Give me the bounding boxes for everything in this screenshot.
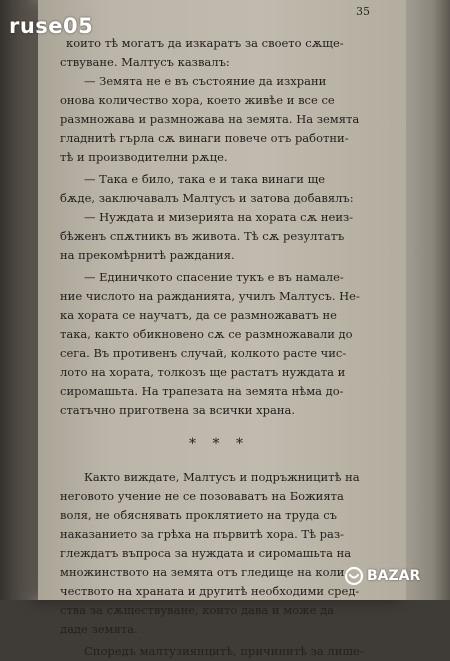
text-line: тѣ и производителни рѫце. bbox=[60, 150, 228, 164]
text-line: — Земята не е въ състояние да изхрани bbox=[84, 74, 327, 88]
text-line: сиромашьта. На трапезата на земята нѣма до- bbox=[60, 384, 344, 398]
text-line: ствуване. Малтусъ казвалъ: bbox=[60, 55, 230, 69]
page-number: 35 bbox=[356, 5, 370, 18]
text-line: бѣженъ спѫтникъ въ живота. Тѣ сѫ резултатъ bbox=[60, 229, 345, 243]
text-line: наказанието за грѣха на първитѣ хора. Тѣ раз- bbox=[60, 527, 345, 541]
paragraph-7 bbox=[60, 642, 378, 661]
text-line: размножава и размножава на земята. На земята bbox=[60, 112, 360, 126]
text-line: — Така е било, така е и така винаги ще bbox=[84, 172, 326, 186]
paragraph-3 bbox=[60, 170, 378, 208]
book-spine-shadow bbox=[0, 0, 38, 600]
text-line: така, както обикновено сѫ се размножавали до bbox=[60, 327, 353, 341]
text-line: — Нуждата и мизерията на хората сѫ неиз- bbox=[84, 210, 354, 224]
text-line: статъчно приготвена за всички храна. bbox=[60, 403, 295, 417]
paragraph-1 bbox=[60, 34, 378, 72]
text-line: даде земята. bbox=[60, 622, 138, 636]
bazar-logo-text: BAZAR bbox=[367, 568, 421, 584]
paragraph-4 bbox=[60, 208, 378, 265]
section-separator: * * * bbox=[189, 436, 249, 452]
text-line: — Единичкото спасение тукъ е въ намале- bbox=[84, 270, 344, 284]
text-line: Както виждате, Малтусъ и подръжницитѣ на bbox=[84, 470, 360, 484]
text-line: ние числото на ражданията, училъ Малтусъ. Не- bbox=[60, 289, 360, 303]
text-line: неговото учение не се позоваватъ на Божията bbox=[60, 489, 344, 503]
text-line: множинството на земята отъ гледище на коли- bbox=[60, 565, 349, 579]
paragraph-5 bbox=[60, 268, 378, 420]
text-line: онова количество хора, което живѣе и все се bbox=[60, 93, 335, 107]
text-line: на прекомѣрнитѣ раждания. bbox=[60, 248, 235, 262]
paragraph-6 bbox=[60, 468, 378, 639]
page-edge bbox=[406, 0, 450, 600]
text-line: които тѣ могатъ да изкаратъ за своето сѫще- bbox=[66, 36, 344, 50]
page-text bbox=[60, 34, 378, 661]
text-line: лото на хората, толкозъ ще растатъ нуждата и bbox=[60, 365, 346, 379]
text-line: чеството на храната и другитѣ необходими сред- bbox=[60, 584, 360, 598]
text-line: глеждатъ въпроса за нуждата и сиромашьта на bbox=[60, 546, 352, 560]
text-line: бѫде, заключавалъ Малтусъ и затова добавялъ: bbox=[60, 191, 354, 205]
text-line: гладнитѣ гърла сѫ винаги повече отъ работни- bbox=[60, 131, 349, 145]
watermark-text: ruse05 bbox=[9, 14, 94, 38]
bazar-icon bbox=[344, 566, 364, 586]
text-line: сега. Въ противенъ случай, колкото расте чис- bbox=[60, 346, 347, 360]
text-line: Споредъ малтузиянцитѣ, причинитѣ за лише- bbox=[84, 644, 364, 658]
paragraph-2 bbox=[60, 72, 378, 167]
text-line: ства за сѫществуване, които дава и може да bbox=[60, 603, 335, 617]
text-line: воля, не обяснявать проклятието на труда съ bbox=[60, 508, 337, 522]
bazar-logo bbox=[344, 564, 420, 588]
text-line: ка хората се научатъ, да се размножаватъ не bbox=[60, 308, 337, 322]
